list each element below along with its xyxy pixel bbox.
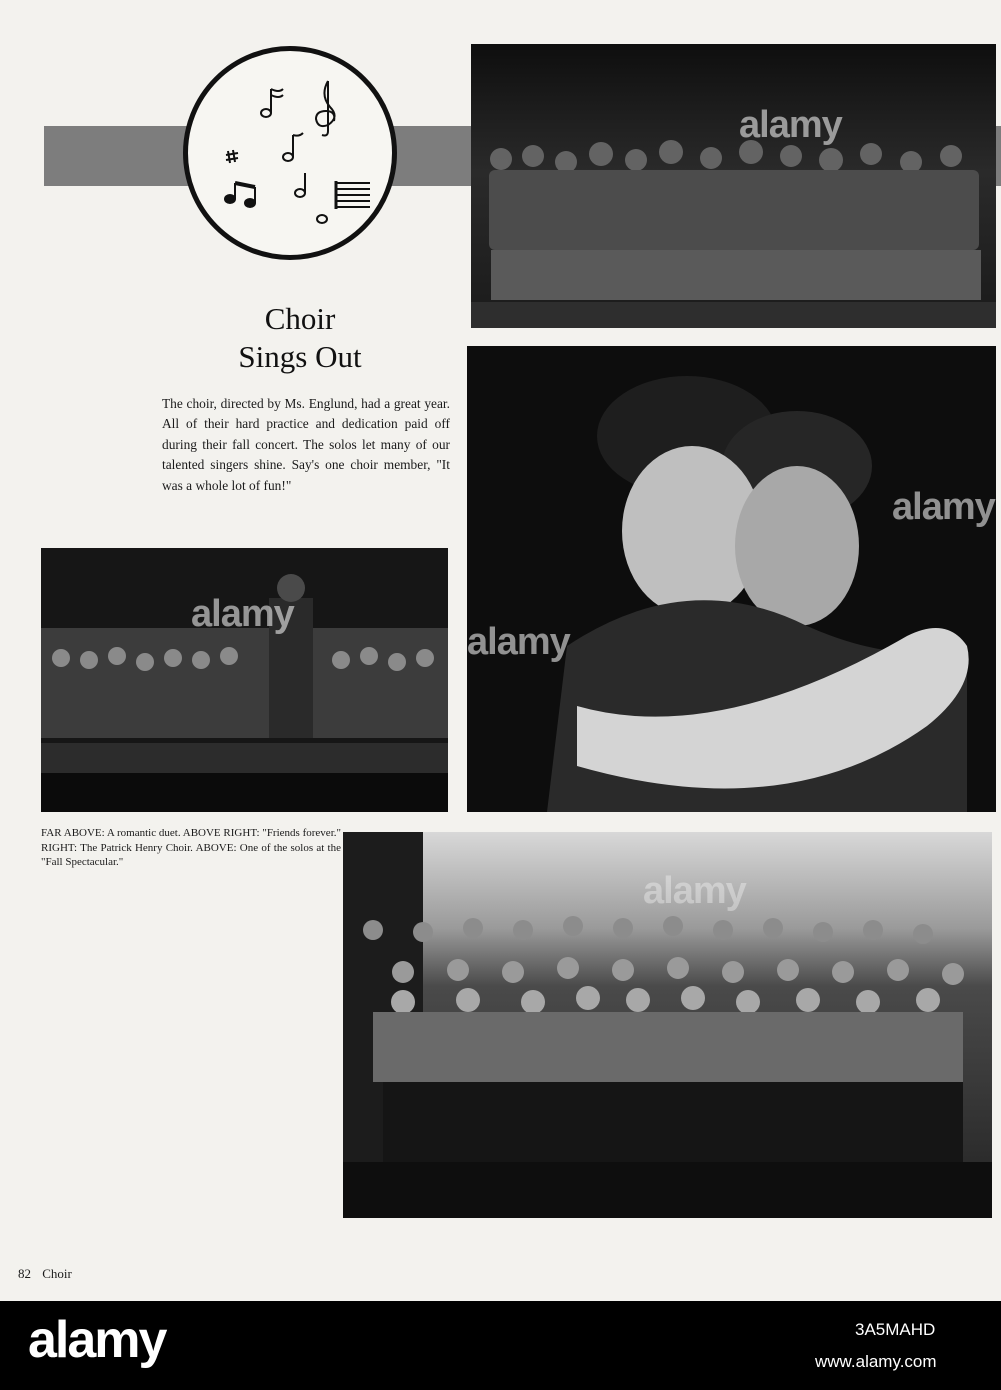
title-line-2: Sings Out [238,339,362,374]
section-name: Choir [42,1266,72,1281]
site-url: www.alamy.com [815,1352,937,1371]
image-id: 3A5MAHD [855,1320,936,1339]
photo-friends-hugging [467,346,996,812]
page-folio [18,1266,80,1282]
title-line-1: Choir [264,301,336,336]
watermark: alamy [892,486,995,528]
photo-caption: FAR ABOVE: A romantic duet. ABOVE RIGHT: "Friends forever." RIGHT: The Patrick Henry Choir. ABOVE: One of the solos at the "Fall Spectacular." [41,827,341,868]
watermark: alamy [739,104,842,146]
photo-soloist [41,548,448,812]
watermark: alamy [191,593,294,635]
alamy-logo: alamy [28,1311,166,1369]
article-title [170,300,430,376]
music-notes-emblem [183,46,397,260]
watermark: alamy [467,621,570,663]
photo-choir-group [343,832,992,1218]
page-number: 82 [18,1266,31,1281]
photo-stage-performance [471,44,996,328]
article-body: The choir, directed by Ms. Englund, had a great year. All of their hard practice and dedication paid off during their fall concert. The solos let many of our talented singers shine. Say's one choir member, "It was a whole lot of fun!" [162,396,450,493]
watermark: alamy [643,870,746,912]
music-notes-icon [188,51,392,255]
